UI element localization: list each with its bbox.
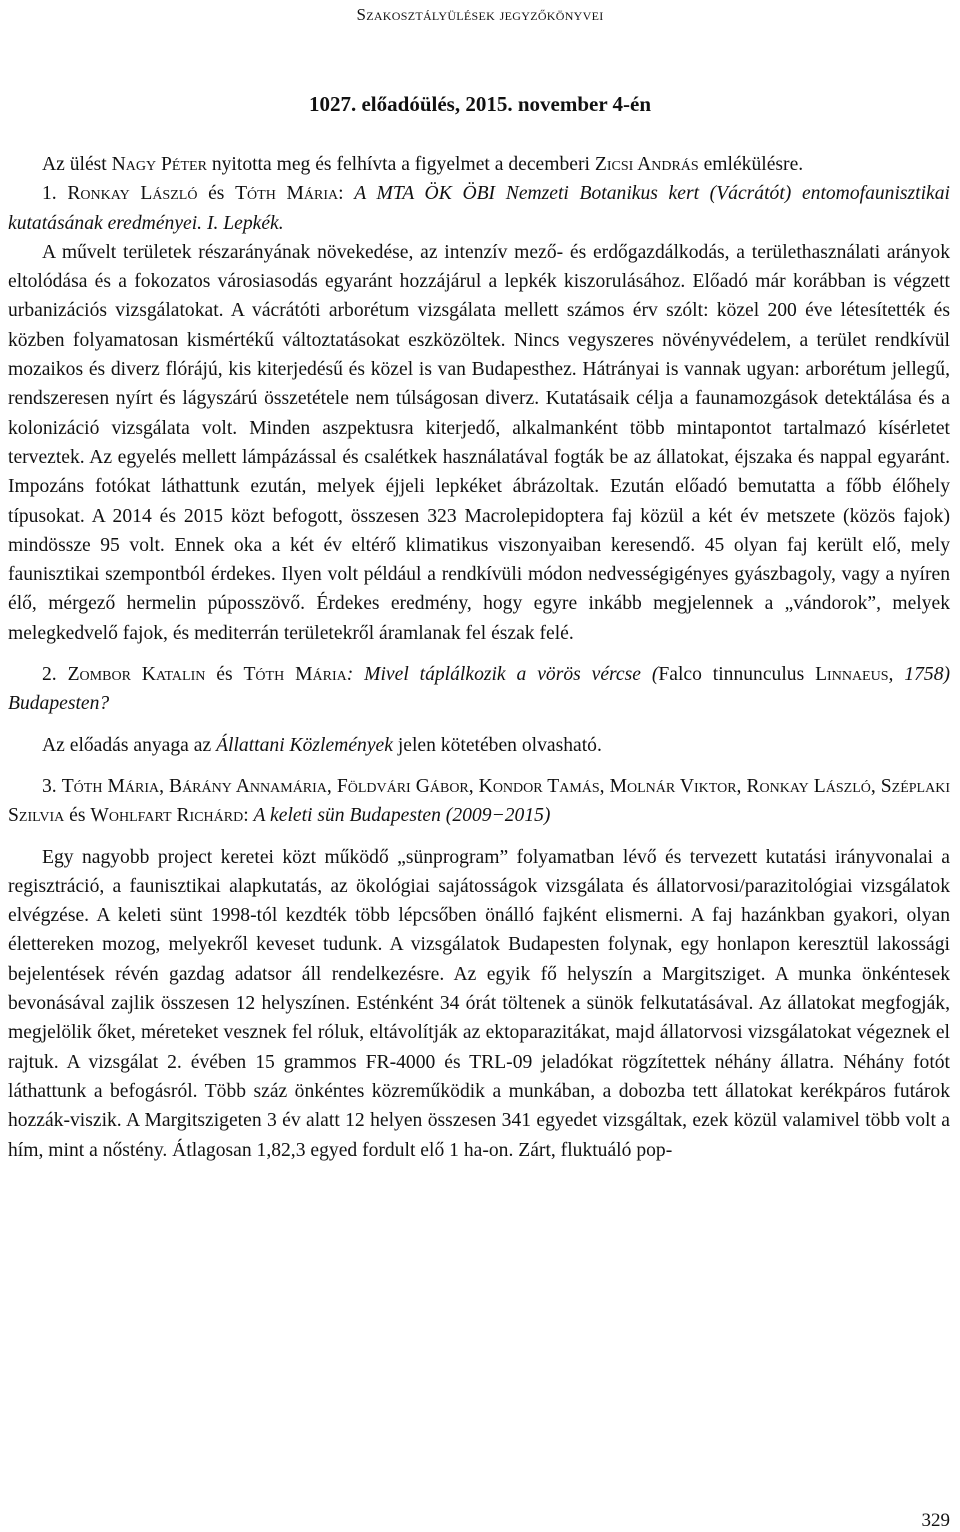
running-header: Szakosztályülések jegyzőkönyvei xyxy=(356,5,604,24)
talk1-author-1: Ronkay László xyxy=(67,183,198,205)
intro-text-2: nyitotta meg és felhívta a figyelmet a decemberi xyxy=(206,154,595,175)
talk3-summary: Egy nagyobb project keretei közt működő „sünprogram” folyamatban lévő és tervezett kutatási irányvonalai a regisztráció, a faunisztikai alapkutatás, az ökológiai sajátosságok vizsgálata és állatorvosi/parazitológiai vizsgálatok elvégzése. A keleti sünt 1998-tól kezdték több lépcsőben önálló fajként elismerni. A faj hazánkban gyakori, olyan élettereken mozog, melyekről keveset tudunk. A vizsgálatok Budapesten folynak, egy honlapon keresztül lakossági bejelentések révén gazdag adatsor áll rendelkezésre. Az egyik fő helyszín a Margitsziget. A munka önkéntesek bevonásával zajlik összesen 12 helyszínen. Esténként 34 órát töltenek a sünök felkutatásával. Az állatokat megfogják, megjelölik őket, méreteket vesznek fel róluk, eltávolítják az ektoparazitákat, majd állatorvosi vizsgálatokat végeznek el rajtuk. A vizsgálat 2. évében 15 grammos FR-4000 és TRL-09 jeladókat rögzítettek néhány állatra. Néhány fotót láthattunk a befogásról. Több száz önkéntes közreműködik a munkában, a dobozba tett állatokat kerékpáros futárok hozzák-viszik. A Margitszigeten 3 év alatt 12 helyen összesen 341 egyedet vizsgáltak, ezek közül valamivel több volt a hím, mint a nőstény. Átlagosan 1,82,3 egyed fordult elő 1 ha-on. Zárt, fluktuáló pop- xyxy=(8,846,950,1161)
talk2-number: 2. xyxy=(42,664,68,686)
talk1-heading xyxy=(8,179,950,238)
page-title: 1027. előadóülés, 2015. november 4-én xyxy=(308,92,652,116)
intro-text-1: Az ülést xyxy=(42,154,112,175)
talk1-title: A MTA ÖK ÖBI Nemzeti Botanikus kert (Vácrátót) entomofaunisztikai kutatásának eredményei. I. Lepkék. xyxy=(8,183,950,234)
document-body xyxy=(8,150,950,1165)
talk3-colon: : xyxy=(243,805,254,827)
talk2-species: Falco tinnunculus xyxy=(658,664,816,686)
talk2-title-end: , 1758) Budapesten? xyxy=(8,664,951,715)
talk3-heading xyxy=(8,772,950,831)
talk2-authority: Linnaeus xyxy=(815,664,889,686)
talk3-and: és xyxy=(64,805,91,827)
page-number: 329 xyxy=(921,1510,950,1531)
journal-name: Állattani Közlemények xyxy=(216,734,393,756)
intro-paragraph xyxy=(8,150,950,179)
talk2-note-end: jelen kötetében olvasható. xyxy=(392,734,602,756)
talk3-number: 3. xyxy=(42,775,62,797)
talk2-author-2: Tóth Mária xyxy=(243,664,347,686)
intro-text-3: emlékülésre. xyxy=(698,154,804,175)
talk1-author-2: Tóth Mária xyxy=(235,183,339,205)
talk1-summary: A művelt területek részarányának növekedése, az intenzív mező- és erdőgazdálkodás, a területhasználati arányok eltolódása és a fokozatos városiasodás egyaránt hozzájárul a lepkék kiszorulásához. Előadó már korábban is végzett urbanizációs vizsgálatokat. A vácrátóti arborétum vizsgálata mellett számos érv szólt: közel 200 éve létesítették és közben folyamatosan kismértékű változtatásokat eszközöltek. Nincs vegyszeres növényvédelem, a terület rendkívül mozaikos és diverz flórájú, kis kiterjedésű és közel is van Budapesthez. Hátrányai is vannak ugyan: arborétum jellegű, rendszeresen nyírt és lágyszárú összetétele nem túlságosan diverz. Kutatásaik célja a faunamozgások detektálása és a kolonizáció vizsgálata volt. Minden aszpektusra kiterjedő, alkalmanként több mintapontot tartalmazó kísérletet terveztek. Az egyelés mellett lámpázással és csalétkek használatával fogták be az állatokat, éjszaka és nappal egyaránt. Impozáns fotókat láthattunk ezután, melyek éjjeli lepkéket ábrázoltak. Ezután előadó bemutatta a főbb élőhely típusokat. A 2014 és 2015 közt befogott, összesen 323 Macrolepidoptera faj közül a két év metszete (közös fajok) mindössze 95 volt. Ennek oka a két év eltérő klimatikus viszonyaiban keresendő. 45 olyan faj került elő, mely faunisztikai szempontból érdekes. Ilyen volt például a rendkívüli módon nedvességigényes gyászbagoly, vagy a nyíren élő, mérgező hermelin púposszövő. Érdekes eredmény, hogy egyre inkább megjelennek a „vándorok”, melyek melegkedvelő fajok, és mediterrán területekről áramlanak fel észak felé. xyxy=(8,241,950,644)
talk2-heading xyxy=(8,660,950,719)
talk2-title-start: : Mivel táplálkozik a vörös vércse ( xyxy=(346,664,659,686)
talk2-and: és xyxy=(205,664,244,686)
talk2-note-start: Az előadás anyaga az xyxy=(42,734,217,756)
talk1-colon: : xyxy=(338,183,355,205)
chair-name: Nagy Péter xyxy=(111,154,207,175)
talk2-author-1: Zombor Katalin xyxy=(67,664,206,686)
talk3-authors: Tóth Mária, Bárány Annamária, Földvári Gábor, Kondor Tamás, Molnár Viktor, Ronkay László, Széplaki Szilvia xyxy=(8,775,950,827)
talk1-and: és xyxy=(197,183,236,205)
talk3-last-author: Wohlfart Richárd xyxy=(90,805,244,827)
talk2-note xyxy=(8,731,950,760)
talk1-number: 1. xyxy=(42,183,68,205)
honoree-name: Zicsi András xyxy=(594,154,699,175)
talk3-title: A keleti sün Budapesten (2009−2015) xyxy=(253,805,551,827)
